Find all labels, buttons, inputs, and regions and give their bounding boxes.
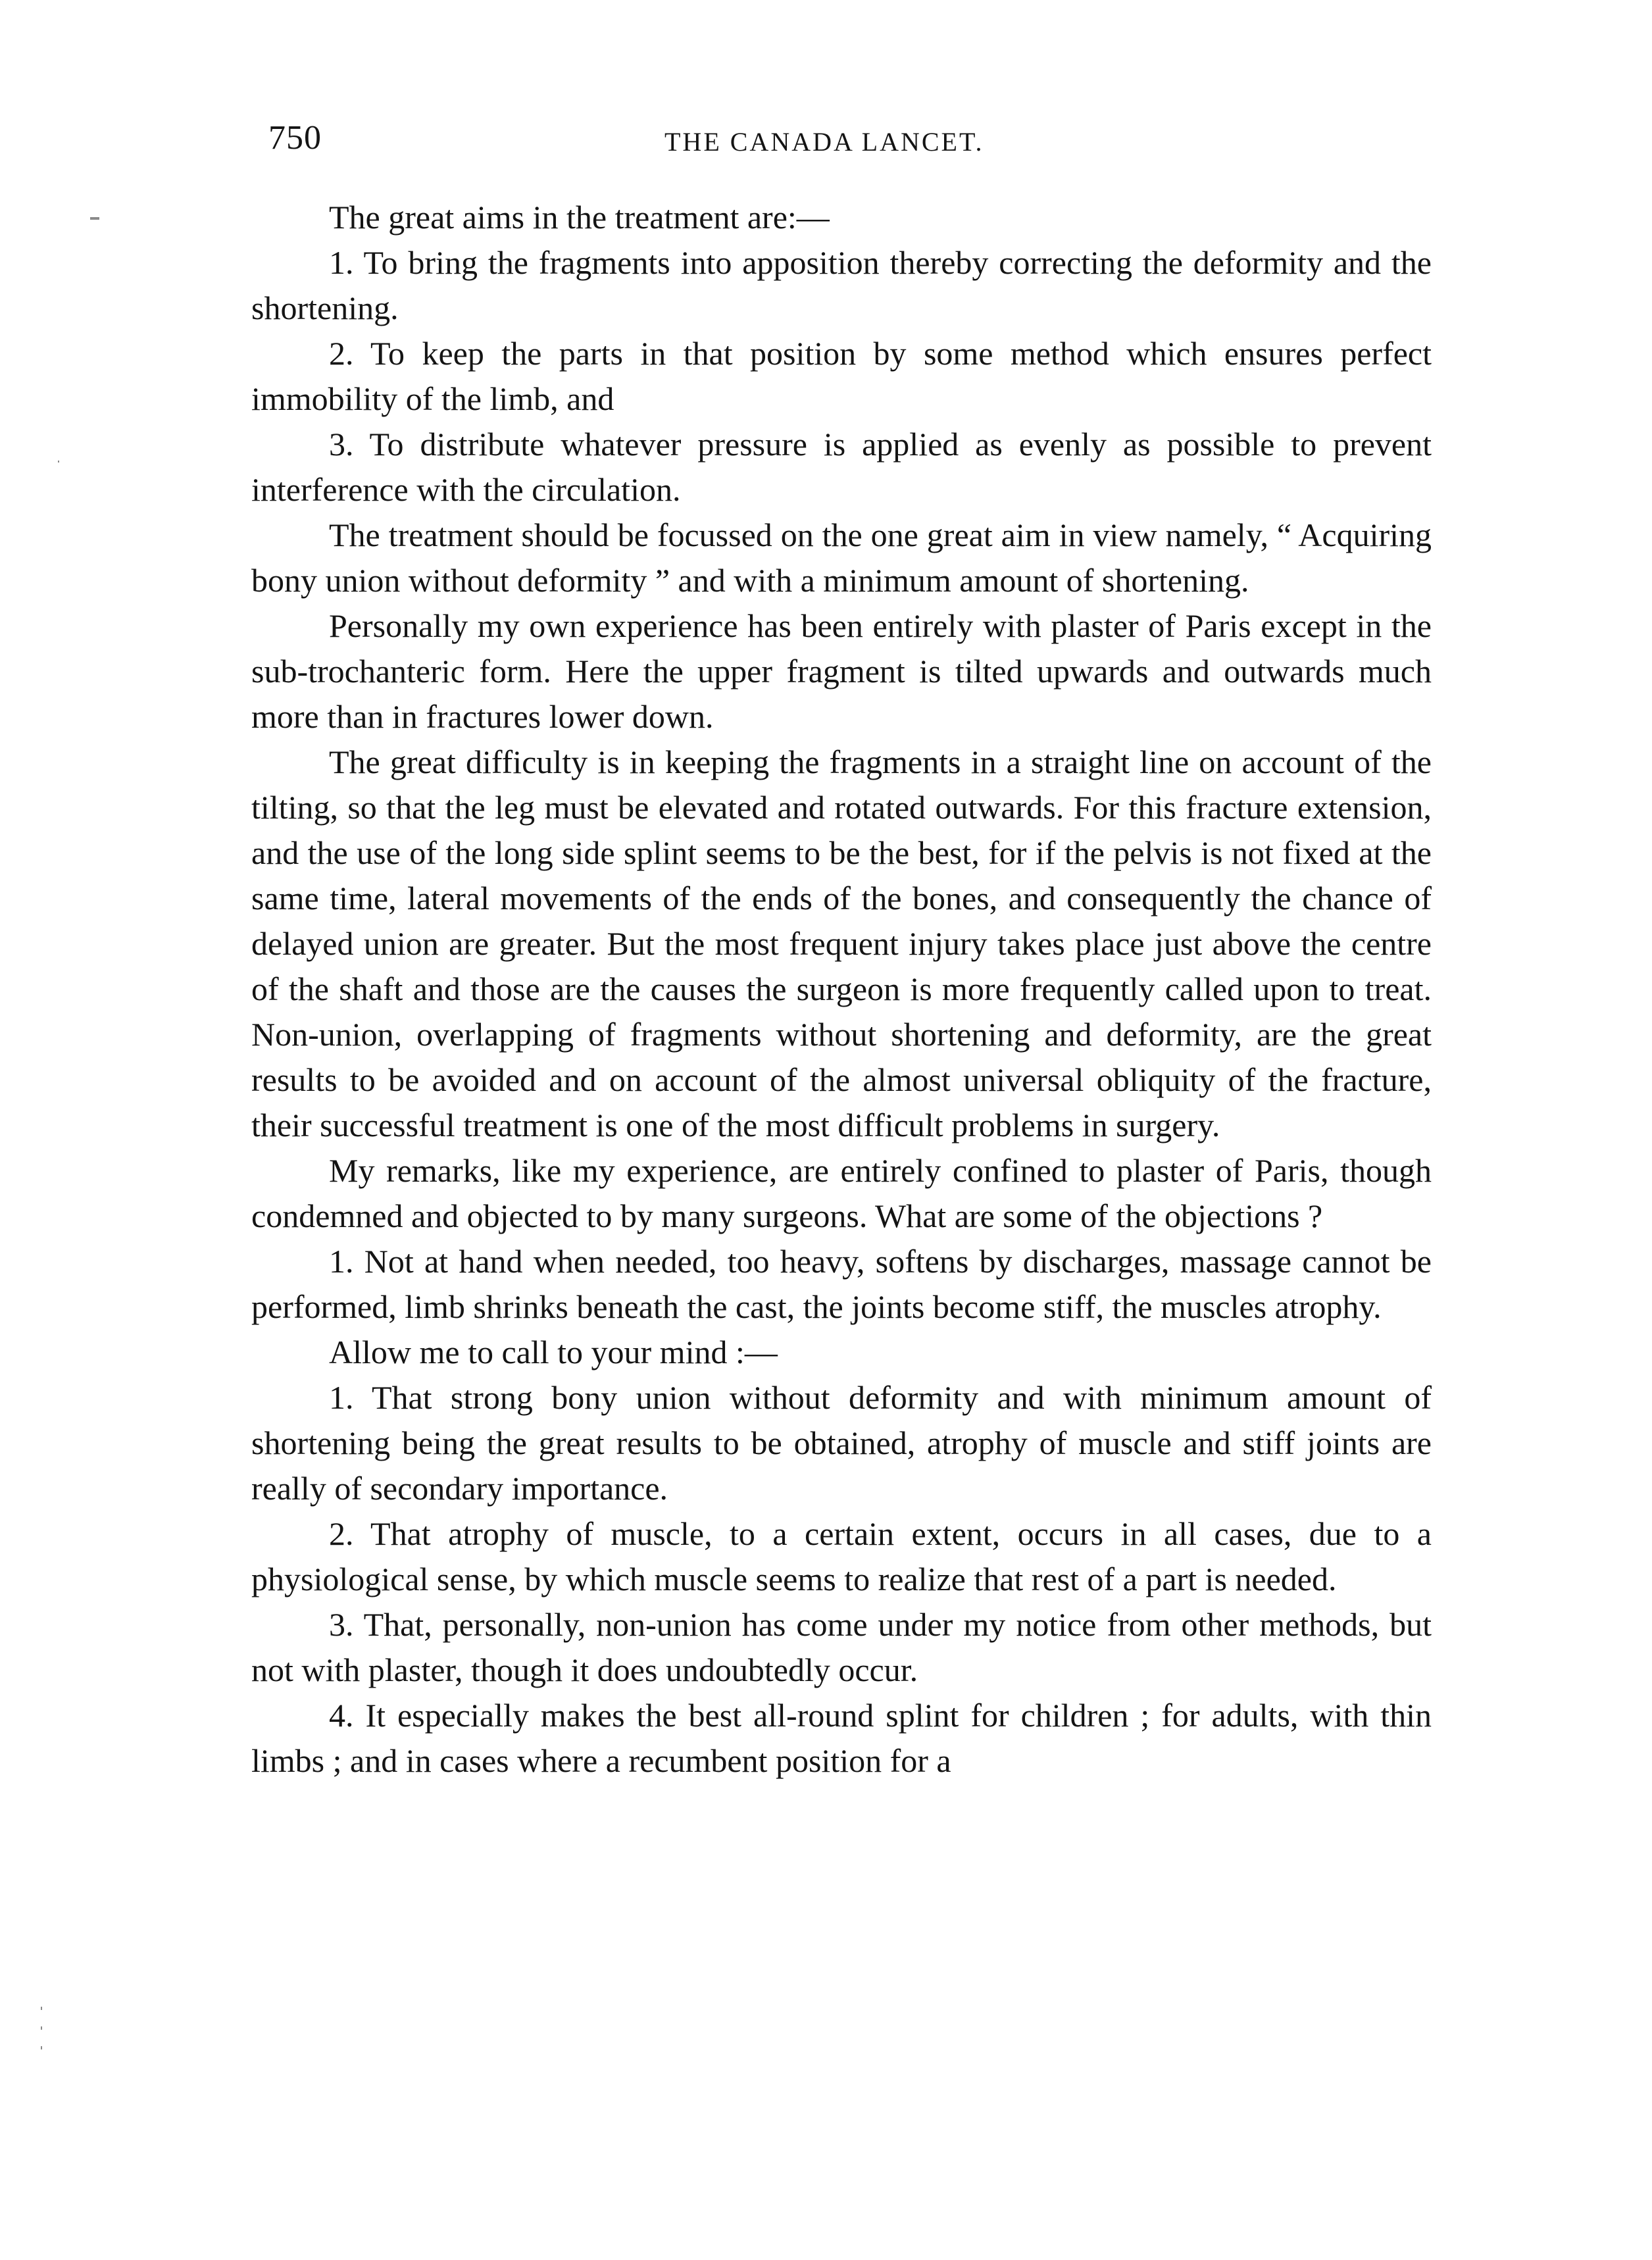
paragraph: 1. Not at hand when needed, too heavy, softens by discharges, massage cannot be performed, limb shrinks beneath the cast, the joints become stiff, the muscles atrophy. — [251, 1243, 1432, 1325]
running-title: THE CANADA LANCET. — [664, 127, 984, 157]
paragraph: The great difficulty is in keeping the fragments in a straight line on account of the tilting, so that the leg must be elevated and rotated outwards. For this fracture extension, and the use of the long side splint seems to be the best, for if the pelvis is not fixed at the same time, lateral movements of the ends of the bones, and consequently the chance of delayed union are greater. But the most frequent injury takes place just above the centre of the shaft and those are the causes the surgeon is more frequently called upon to treat. Non-union, overlapping of fragments without shortening and deformity, are the great results to be avoided and on account of the almost universal obliquity of the fracture, their successful treatment is one of the most difficult problems in surgery. — [251, 743, 1432, 1143]
paragraph: 3. To distribute whatever pressure is applied as evenly as possible to prevent interference with the circulation. — [251, 426, 1432, 508]
paragraph: Personally my own experience has been entirely with plaster of Paris except in the sub-trochanteric form. Here the upper fragment is tilted upwards and outwards much more than in fractures lower down. — [251, 607, 1432, 735]
paragraph: The great aims in the treatment are:— — [329, 199, 830, 236]
paragraph: 2. That atrophy of muscle, to a certain extent, occurs in all cases, due to a physiological sense, by which muscle seems to realize that rest of a part is needed. — [251, 1515, 1432, 1597]
paragraph: My remarks, like my experience, are entirely confined to plaster of Paris, though condemned and objected to by many surgeons. What are some of the objections ? — [251, 1152, 1432, 1234]
margin-mark — [90, 217, 99, 220]
margin-mark — [58, 461, 59, 463]
paragraph: 2. To keep the parts in that position by some method which ensures perfect immobility of the limb, and — [251, 335, 1432, 417]
paragraph: The treatment should be focussed on the one great aim in view namely, “ Acquiring bony union without deformity ” and with a minimum amount of shortening. — [251, 516, 1432, 599]
article-body — [251, 195, 1432, 1784]
margin-mark — [41, 2007, 42, 2010]
margin-mark — [41, 2026, 42, 2030]
paragraph: 1. That strong bony union without deformity and with minimum amount of shortening being the great results to be obtained, atrophy of muscle and stiff joints are really of secondary importance. — [251, 1379, 1432, 1507]
paragraph: 1. To bring the fragments into apposition thereby correcting the deformity and the shortening. — [251, 244, 1432, 326]
paragraph: 4. It especially makes the best all-round splint for children ; for adults, with thin limbs ; and in cases where a recumbent position for a — [251, 1697, 1432, 1779]
paragraph: Allow me to call to your mind :— — [329, 1334, 778, 1370]
page-number: 750 — [268, 119, 322, 157]
paragraph: 3. That, personally, non-union has come under my notice from other methods, but not with plaster, though it does undoubtedly occur. — [251, 1606, 1432, 1688]
margin-mark — [41, 2046, 42, 2049]
